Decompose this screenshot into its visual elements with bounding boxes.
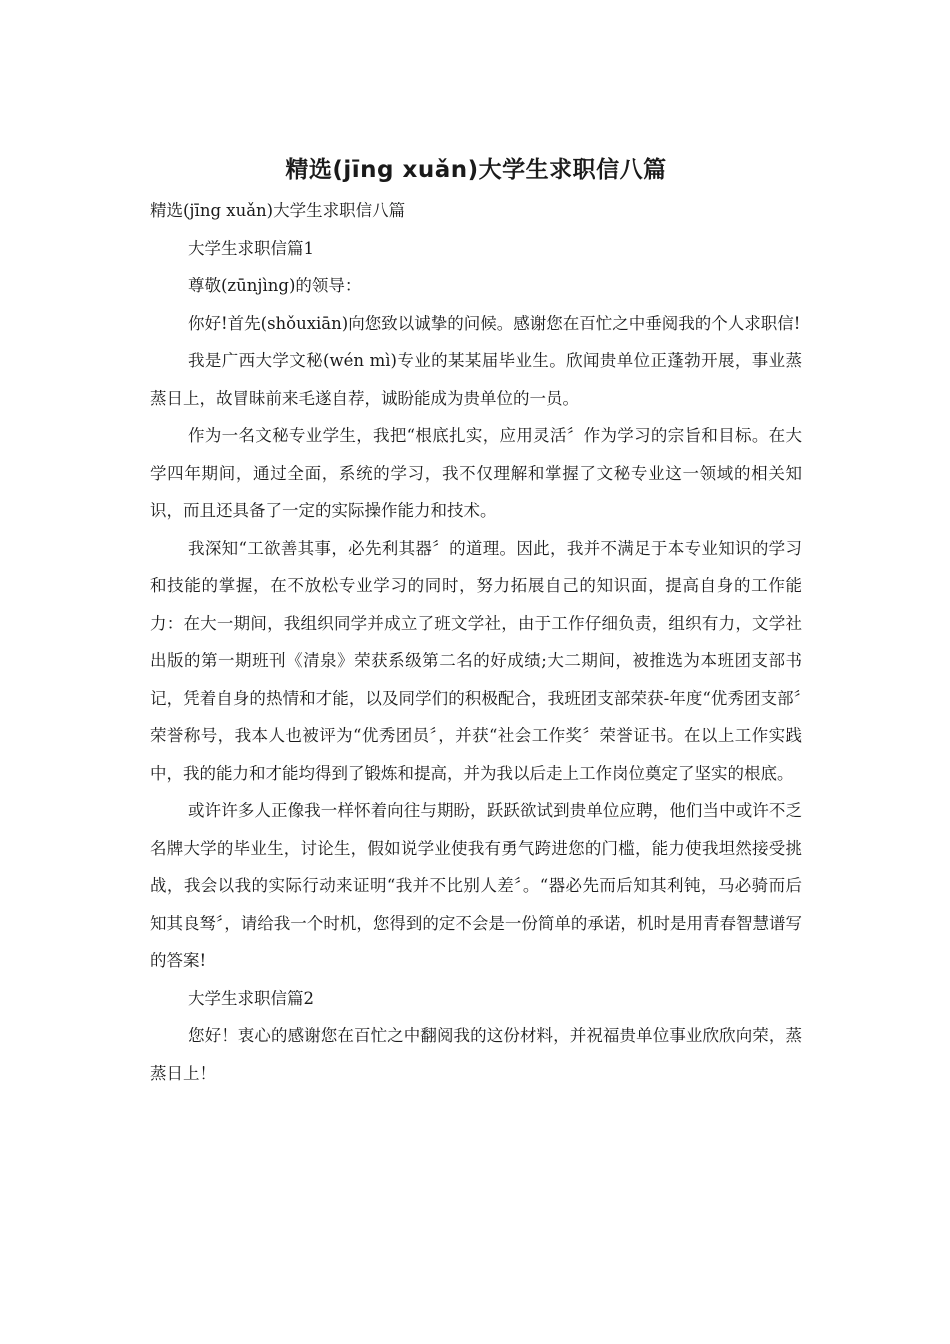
- section-heading-2: 大学生求职信篇2: [188, 988, 314, 1008]
- paragraph-study: 作为一名文秘专业学生，我把“根底扎实，应用灵活〞作为学习的宗旨和目标。在大学四年期间，通过全面，系统的学习，我不仅理解和掌握了文秘专业这一领域的相关知识，而且还具备了一定的实际操作能力和技术。: [150, 426, 802, 520]
- paragraph-letter2-opening: 您好！衷心的感谢您在百忙之中翻阅我的这份材料，并祝福贵单位事业欣欣向荣，蒸蒸日上！: [150, 1026, 802, 1083]
- salutation: 尊敬(zūnjìng)的领导：: [188, 276, 362, 295]
- paragraph-experience: 我深知“工欲善其事，必先利其器〞的道理。因此，我并不满足于本专业知识的学习和技能的掌握，在不放松专业学习的同时，努力拓展自己的知识面，提高自身的工作能力：在大一期间，我组织同学并成立了班文学社，由于工作仔细负责，组织有力，文学社出版的第一期班刊《清泉》荣获系级第二名的好成绩;大二期间，被推选为本班团支部书记，凭着自身的热情和才能，以及同学们的积极配合，我班团支部荣获-年度“优秀团支部〞荣誉称号，我本人也被评为“优秀团员〞，并获“社会工作奖〞荣誉证书。在以上工作实践中，我的能力和才能均得到了锻炼和提高，并为我以后走上工作岗位奠定了坚实的根底。: [150, 538, 802, 783]
- paragraph-intro: 我是广西大学文秘(wén mì)专业的某某届毕业生。欣闻贵单位正蓬勃开展，事业蒸蒸日上，故冒昧前来毛遂自荐，诚盼能成为贵单位的一员。: [150, 351, 802, 408]
- document-title: 精选(jīng xuǎn)大学生求职信八篇: [285, 157, 667, 183]
- document-page: [150, 150, 802, 1092]
- section-heading-1: 大学生求职信篇1: [188, 238, 314, 258]
- paragraph-closing: 或许许多人正像我一样怀着向往与期盼，跃跃欲试到贵单位应聘，他们当中或许不乏名牌大学的毕业生，讨论生，假如说学业使我有勇气跨进您的门槛，能力使我坦然接受挑战，我会以我的实际行动来证明“我并不比别人差〞。“器必先而后知其利钝，马必骑而后知其良驽〞，请给我一个时机，您得到的定不会是一份简单的承诺，机时是用青春智慧谱写的答案!: [150, 801, 802, 970]
- document-subtitle: 精选(jīng xuǎn)大学生求职信八篇: [150, 201, 406, 220]
- paragraph-greeting: 你好!首先(shǒuxiān)向您致以诚挚的问候。感谢您在百忙之中垂阅我的个人求职信!: [188, 313, 801, 333]
